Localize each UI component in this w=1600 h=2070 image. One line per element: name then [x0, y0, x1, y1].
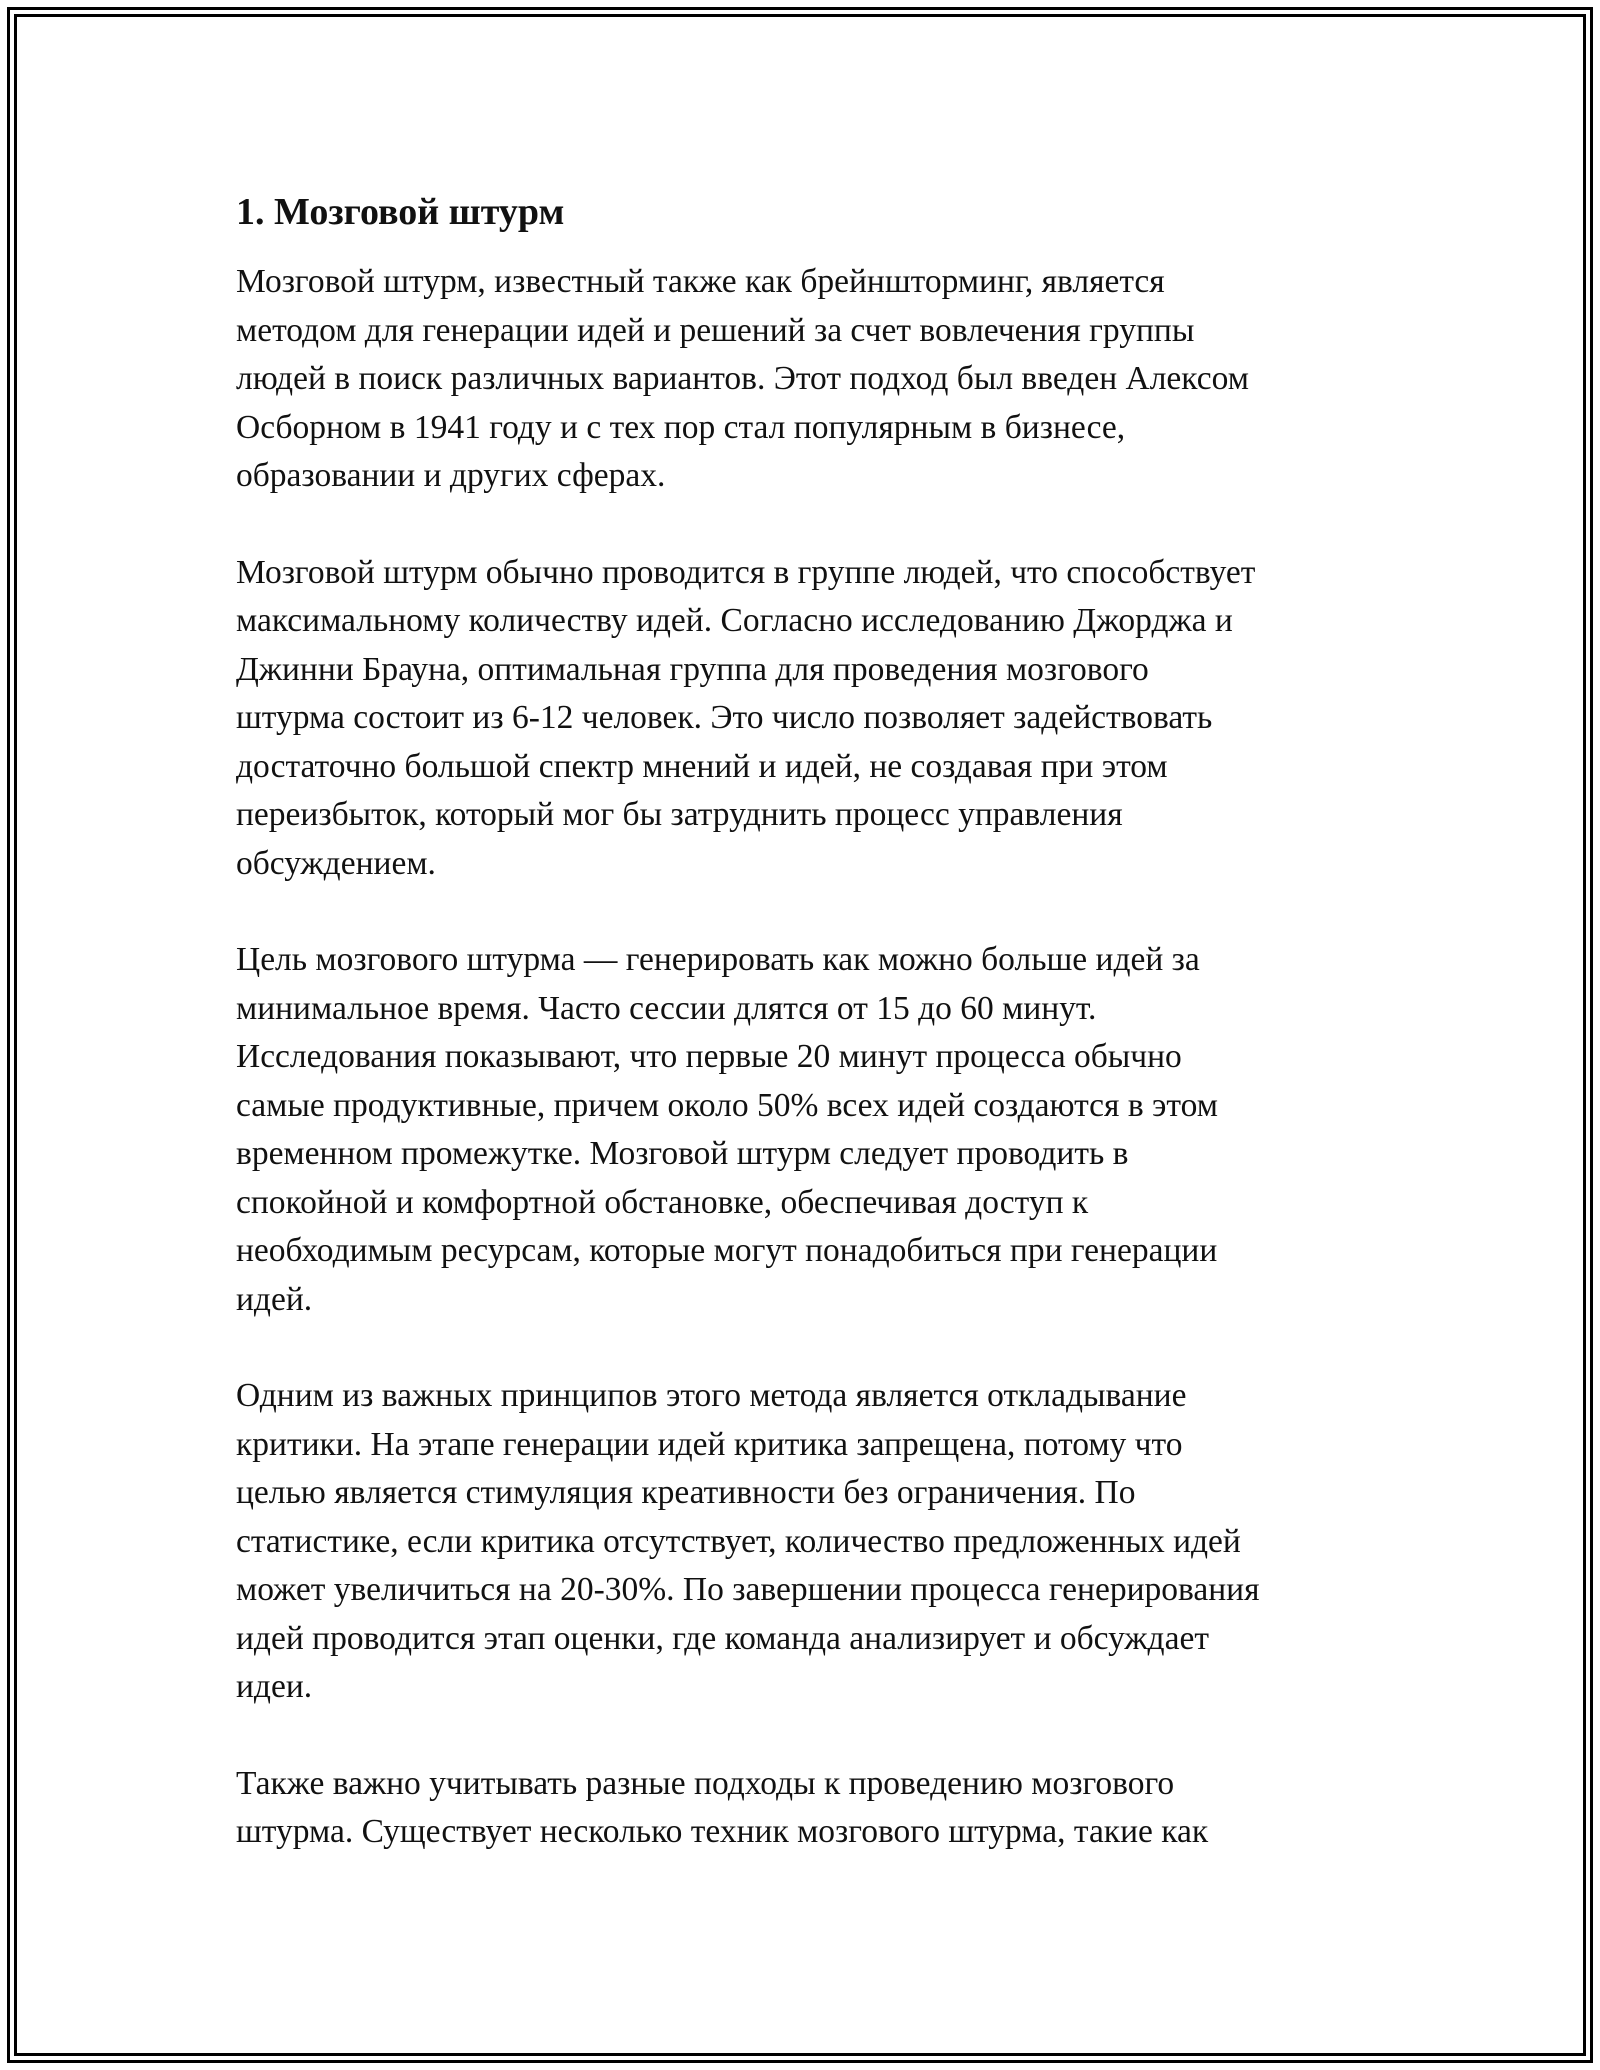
paragraph: [236, 549, 1376, 889]
text-line: Также важно учитывать разные подходы к проведению мозгового: [236, 1764, 1175, 1802]
paragraph: [236, 936, 1376, 1324]
text-line: может увеличиться на 20-30%. По завершении процесса генерирования: [236, 1571, 1260, 1608]
paragraph: [236, 1372, 1376, 1712]
text-line: обсуждением.: [236, 844, 436, 882]
text-line: идей.: [236, 1280, 313, 1318]
text-line: временном промежутке. Мозговой штурм следует проводить в: [236, 1135, 1129, 1172]
text-line: Мозговой штурм обычно проводится в группе людей, что способствует: [236, 553, 1256, 591]
paragraphs-container: [236, 258, 1376, 1857]
paragraph: [236, 1760, 1376, 1857]
text-line: штурма. Существует несколько техник мозгового штурма, такие как: [236, 1813, 1209, 1850]
text-line: идей проводится этап оценки, где команда анализирует и обсуждает: [236, 1619, 1209, 1657]
text-line: образовании и других сферах.: [236, 457, 666, 494]
text-line: Одним из важных принципов этого метода является откладывание: [236, 1377, 1187, 1414]
text-line: самые продуктивные, причем около 50% всех идей создаются в этом: [236, 1086, 1218, 1124]
text-line: идеи.: [236, 1668, 313, 1705]
document-body: [236, 188, 1376, 1905]
text-line: статистике, если критика отсутствует, количество предложенных идей: [236, 1522, 1241, 1560]
text-line: минимальное время. Часто сессии длятся от 15 до 60 минут.: [236, 989, 1097, 1027]
text-line: Цель мозгового штурма — генерировать как можно больше идей за: [236, 941, 1200, 978]
text-line: максимальному количеству идей. Согласно исследованию Джорджа и: [236, 602, 1233, 639]
text-line: Джинни Брауна, оптимальная группа для проведения мозгового: [236, 650, 1149, 688]
section-heading: 1. Мозговой штурм: [236, 191, 565, 233]
text-line: критики. На этапе генерации идей критика запрещена, потому что: [236, 1425, 1183, 1463]
text-line: спокойной и комфортной обстановке, обеспечивая доступ к: [236, 1183, 1089, 1221]
text-line: Осборном в 1941 году и с тех пор стал популярным в бизнесе,: [236, 408, 1126, 446]
text-line: необходимым ресурсам, которые могут понадобиться при генерации: [236, 1232, 1218, 1269]
text-line: достаточно большой спектр мнений и идей, не создавая при этом: [236, 747, 1168, 785]
text-line: Мозговой штурм, известный также как брейншторминг, является: [236, 263, 1165, 300]
text-line: Исследования показывают, что первые 20 минут процесса обычно: [236, 1038, 1182, 1075]
text-line: переизбыток, который мог бы затруднить процесс управления: [236, 796, 1123, 833]
text-line: людей в поиск различных вариантов. Этот подход был введен Алексом: [236, 360, 1249, 397]
text-line: целью является стимуляция креативности без ограничения. По: [236, 1474, 1136, 1511]
text-line: штурма состоит из 6-12 человек. Это число позволяет задействовать: [236, 699, 1213, 736]
text-line: методом для генерации идей и решений за счет вовлечения группы: [236, 311, 1195, 349]
paragraph: [236, 258, 1376, 501]
